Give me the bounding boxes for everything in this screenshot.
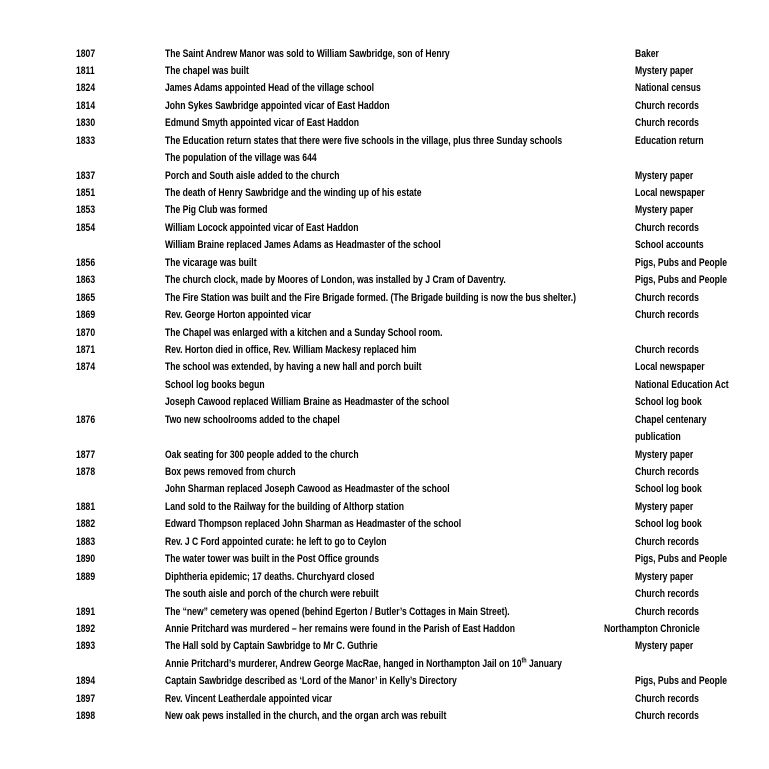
source-cell: Pigs, Pubs and People: [635, 553, 728, 566]
source-cell: Church records: [635, 221, 699, 234]
year-cell: 1837: [76, 169, 96, 182]
year-cell: 1851: [76, 187, 96, 199]
table-row: [0, 446, 769, 463]
table-row: [0, 272, 769, 289]
event-cell: Rev. Vincent Leatherdale appointed vicar: [165, 692, 333, 705]
event-cell: Oak seating for 300 people added to the church: [165, 448, 359, 461]
year-cell: 1877: [76, 448, 96, 461]
year-cell: 1814: [76, 99, 96, 112]
source-cell: Local newspaper: [635, 361, 705, 374]
source-cell: School log book: [635, 483, 702, 496]
source-cell: Church records: [635, 466, 699, 478]
event-cell: New oak pews installed in the church, and the organ arch was rebuilt: [165, 710, 447, 723]
table-row: [0, 150, 769, 167]
source-cell: Church records: [635, 535, 699, 548]
table-row: [0, 568, 769, 585]
year-cell: 1871: [76, 343, 96, 356]
table-row: [0, 219, 769, 236]
year-cell: 1891: [76, 605, 96, 618]
event-cell: School log books begun: [165, 378, 265, 391]
event-cell: The water tower was built in the Post Office grounds: [165, 553, 380, 566]
event-cell: William Braine replaced James Adams as Headmaster of the school: [165, 239, 441, 252]
event-cell: The Education return states that there were five schools in the village, plus three Sunday schools: [165, 134, 563, 147]
table-row: [0, 464, 769, 481]
year-cell: 1898: [76, 710, 96, 723]
table-row: [0, 481, 769, 498]
year-cell: 1890: [76, 553, 96, 566]
event-cell: Captain Sawbridge described as ‘Lord of the Manor’ in Kelly’s Directory: [165, 675, 457, 688]
event-cell: The south aisle and porch of the church were rebuilt: [165, 588, 379, 601]
event-cell: Land sold to the Railway for the building of Althorp station: [165, 500, 404, 513]
year-cell: 1889: [76, 570, 96, 583]
table-row: [0, 516, 769, 533]
source-cell: Church records: [635, 99, 699, 112]
year-cell: 1854: [76, 221, 96, 234]
event-cell: The Hall sold by Captain Sawbridge to Mr C. Guthrie: [165, 640, 378, 653]
event-cell: Box pews removed from church: [165, 466, 296, 478]
table-row: [0, 185, 769, 202]
event-cell: The school was extended, by having a new hall and porch built: [165, 361, 422, 374]
event-cell: William Locock appointed vicar of East Haddon: [165, 221, 359, 234]
year-cell: 1876: [76, 413, 96, 426]
event-cell: The Saint Andrew Manor was sold to William Sawbridge, son of Henry: [165, 47, 450, 60]
year-cell: 1897: [76, 692, 96, 705]
year-cell: 1870: [76, 326, 96, 339]
source-cell: School log book: [635, 396, 702, 409]
event-cell: Rev. Horton died in office, Rev. William Mackesy replaced him: [165, 343, 417, 356]
year-cell: 1863: [76, 274, 96, 287]
table-row: [0, 97, 769, 114]
table-row: [0, 80, 769, 97]
table-row: [0, 586, 769, 603]
year-cell: 1853: [76, 204, 96, 217]
source-cell: Pigs, Pubs and People: [635, 274, 728, 287]
source-cell: Church records: [635, 343, 699, 356]
timeline-table: [0, 45, 769, 725]
source-cell: Mystery paper: [635, 169, 694, 182]
table-row: [0, 394, 769, 411]
year-cell: 1881: [76, 500, 96, 513]
table-row: [0, 254, 769, 271]
source-cell: Pigs, Pubs and People: [635, 256, 728, 269]
year-cell: 1833: [76, 134, 96, 147]
table-row: [0, 429, 769, 446]
table-row: [0, 533, 769, 550]
table-row: [0, 551, 769, 568]
table-row: [0, 62, 769, 79]
table-row: [0, 376, 769, 393]
event-cell: Edmund Smyth appointed vicar of East Haddon: [165, 117, 360, 130]
source-cell: Church records: [635, 692, 699, 705]
year-cell: 1882: [76, 518, 96, 531]
source-cell: Mystery paper: [635, 500, 694, 513]
table-row: [0, 132, 769, 149]
table-row: [0, 237, 769, 254]
year-cell: 1811: [76, 64, 95, 77]
event-cell: The population of the village was 644: [165, 152, 317, 165]
year-cell: 1865: [76, 291, 96, 304]
year-cell: 1830: [76, 117, 96, 130]
table-row: [0, 115, 769, 132]
event-cell: The “new” cemetery was opened (behind Egerton / Butler’s Cottages in Main Street).: [165, 605, 510, 618]
event-cell: The vicarage was built: [165, 256, 257, 269]
event-cell: The Pig Club was formed: [165, 204, 268, 217]
source-cell: Mystery paper: [635, 640, 694, 653]
event-cell: Annie Pritchard’s murderer, Andrew George MacRae, hanged in Northampton Jail on 10th January: [165, 657, 562, 670]
event-cell: Two new schoolrooms added to the chapel: [165, 413, 340, 426]
year-cell: 1893: [76, 640, 96, 653]
source-cell: Education return: [635, 134, 704, 147]
table-row: [0, 341, 769, 358]
table-row: [0, 359, 769, 376]
event-cell: The Chapel was enlarged with a kitchen and a Sunday School room.: [165, 326, 443, 339]
event-cell: The death of Henry Sawbridge and the winding up of his estate: [165, 187, 422, 199]
event-cell: Annie Pritchard was murdered – her remains were found in the Parish of East Haddon: [165, 622, 515, 635]
event-cell: The church clock, made by Moores of London, was installed by J Cram of Daventry.: [165, 274, 506, 287]
table-row: [0, 690, 769, 707]
event-cell: Joseph Cawood replaced William Braine as Headmaster of the school: [165, 396, 450, 409]
year-cell: 1878: [76, 466, 96, 478]
table-row: [0, 708, 769, 725]
source-cell: Mystery paper: [635, 64, 694, 77]
table-row: [0, 202, 769, 219]
table-row: [0, 498, 769, 515]
source-cell: Church records: [635, 309, 699, 322]
table-row: [0, 307, 769, 324]
table-row: [0, 673, 769, 690]
source-cell: Church records: [635, 117, 699, 130]
year-cell: 1894: [76, 675, 96, 688]
source-cell: National census: [635, 82, 701, 95]
table-row: [0, 603, 769, 620]
year-cell: 1807: [76, 47, 96, 60]
event-cell: Rev. J C Ford appointed curate: he left to go to Ceylon: [165, 535, 387, 548]
event-cell: John Sykes Sawbridge appointed vicar of East Haddon: [165, 99, 390, 112]
source-cell: Mystery paper: [635, 570, 694, 583]
event-cell: James Adams appointed Head of the village school: [165, 82, 374, 95]
source-cell: Church records: [635, 710, 699, 723]
year-cell: 1856: [76, 256, 96, 269]
event-cell: Diphtheria epidemic; 17 deaths. Churchyard closed: [165, 570, 375, 583]
year-cell: 1883: [76, 535, 96, 548]
source-cell: Northampton Chronicle: [604, 622, 700, 635]
year-cell: 1869: [76, 309, 96, 322]
source-cell: Mystery paper: [635, 204, 694, 217]
source-cell: Pigs, Pubs and People: [635, 675, 728, 688]
table-row: [0, 289, 769, 306]
source-cell: National Education Act: [635, 378, 729, 391]
event-cell: Rev. George Horton appointed vicar: [165, 309, 312, 322]
source-cell: Local newspaper: [635, 187, 705, 199]
source-cell: School accounts: [635, 239, 704, 252]
table-row: [0, 45, 769, 62]
year-cell: 1892: [76, 622, 96, 635]
event-cell: The Fire Station was built and the Fire Brigade formed. (The Brigade building is now the bus shelter.): [165, 291, 576, 304]
table-row: [0, 324, 769, 341]
source-cell: Church records: [635, 588, 699, 601]
source-cell: Baker: [635, 47, 659, 60]
source-cell: Mystery paper: [635, 448, 694, 461]
year-cell: 1874: [76, 361, 96, 374]
source-cell: publication: [635, 431, 681, 444]
event-cell: The chapel was built: [165, 64, 249, 77]
source-cell: School log book: [635, 518, 702, 531]
source-cell: Church records: [635, 291, 699, 304]
year-cell: 1824: [76, 82, 96, 95]
source-cell: Chapel centenary: [635, 413, 707, 426]
table-row: [0, 411, 769, 428]
table-row: [0, 620, 769, 637]
source-cell: Church records: [635, 605, 699, 618]
event-cell: Porch and South aisle added to the church: [165, 169, 340, 182]
table-row: [0, 167, 769, 184]
event-cell: Edward Thompson replaced John Sharman as Headmaster of the school: [165, 518, 462, 531]
table-row: [0, 638, 769, 655]
table-row: [0, 655, 769, 672]
event-cell: John Sharman replaced Joseph Cawood as Headmaster of the school: [165, 483, 450, 496]
